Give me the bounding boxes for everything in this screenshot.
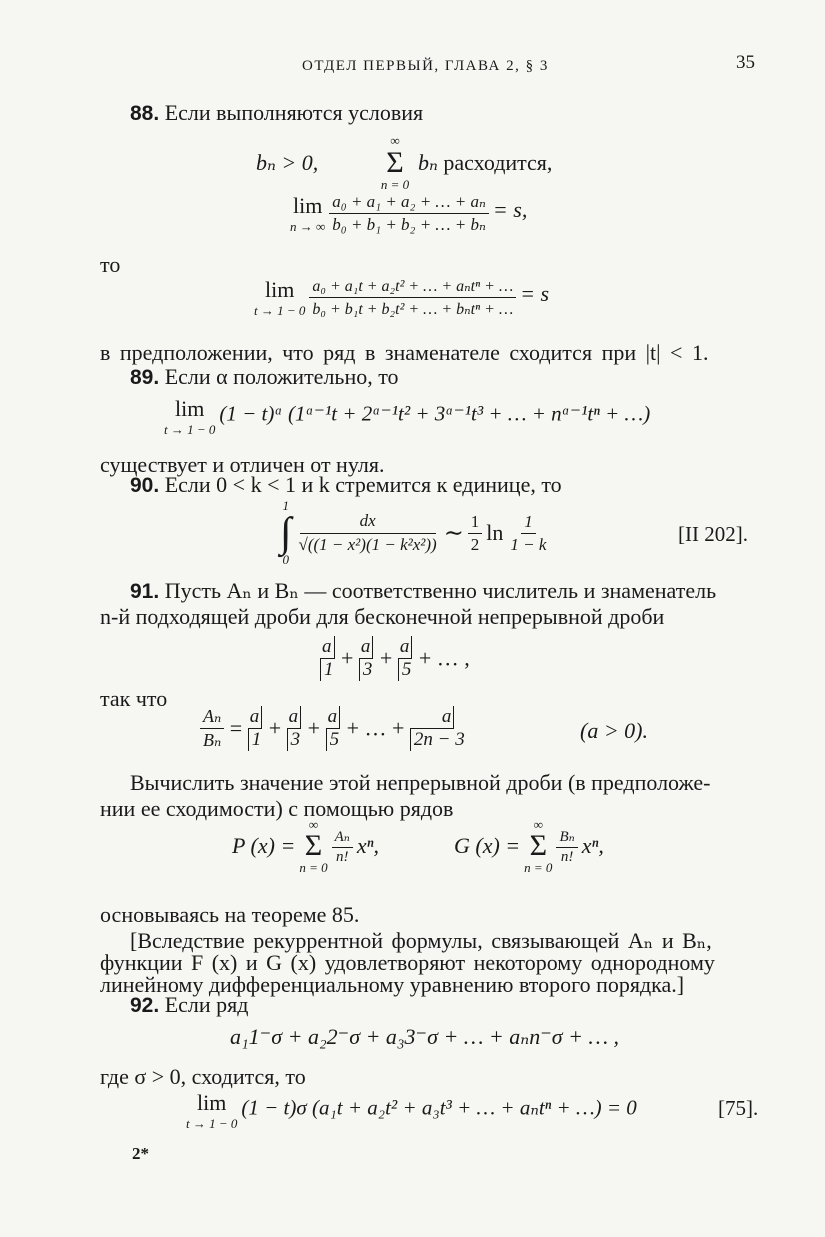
limit-2 (254, 276, 549, 319)
reference: [II 202]. (678, 522, 748, 546)
problem-number: 88. (130, 102, 160, 125)
running-title: ОТДЕЛ ПЕРВЫЙ, ГЛАВА 2, § 3 (302, 58, 549, 74)
problem-91-line2: n-й подходящей дроби для бесконечной непрерывной дроби (100, 604, 665, 629)
sum-term: bₙ (418, 150, 438, 175)
hint-line-1: [Вследствие рекуррентной формулы, связывающей Aₙ и Bₙ, (130, 928, 712, 953)
sigma-symbol: Σ (386, 146, 404, 179)
problem-92-intro (130, 992, 248, 1019)
integral-formula (280, 500, 549, 566)
problem-number: 90. (130, 474, 160, 497)
problem-number: 89. (130, 366, 160, 389)
sum-upper: ∞ (390, 133, 400, 148)
cf-term: $\frac{a}{5}$ (327, 706, 340, 750)
problem-91-line3: Вычислить значение этой непрерывной дроби (в предположе- (130, 770, 711, 795)
ratio: $\frac{\text{Aₙ}}{\text{Bₙ}}$ (200, 706, 224, 751)
convergence-clause: где σ > 0, сходится, то (100, 1064, 306, 1089)
limit-exists-text: существует и отличен от нуля. (100, 452, 385, 477)
convergent-formula: $\frac{\text{Aₙ}}{\text{Bₙ}}$ = $\frac{a}{1}$ + $\frac{a}{3}$ + $\frac{a}{5}$ + … + $\frac{a}{2n - 3}$ (200, 706, 467, 751)
ln-symbol: ln (486, 520, 504, 545)
sum-operator (380, 134, 410, 192)
limit-1 (290, 192, 527, 235)
sum-lower: n = 0 (380, 177, 410, 192)
problem-number: 91. (130, 580, 160, 603)
intro-text: Если выполняются условия (164, 100, 424, 125)
series-G: G (x) = ∞ Σ n = 0 $\frac{\text{Bₙ}}{n!}$ xⁿ, (454, 817, 604, 875)
cf-term: $\frac{a}{1}$ (249, 706, 262, 750)
problem-91-line4: нии ее сходимости) с помощью рядов (100, 796, 454, 821)
page-number: 35 (736, 52, 755, 73)
limit-expression: (1 − t)ᵅ (1ᵅ⁻¹t + 2ᵅ⁻¹t² + 3ᵅ⁻¹t³ + … + nᵅ⁻¹tⁿ + …) (219, 401, 651, 426)
cf-tail: + … , (418, 645, 470, 671)
limit-fraction: $\frac{\text{a₀ + a₁t + a₂t² + … + aₙtⁿ + …}}{\text{b₀ + b₁t + b₂t² + … + bₙtⁿ + …}}$ (309, 276, 516, 319)
series-92: a₁1⁻σ + a₂2⁻σ + a₃3⁻σ + … + aₙn⁻σ + … , (230, 1024, 620, 1049)
limit-fraction: $\frac{\text{a₀ + a₁ + a₂ + … + aₙ}}{\text{b₀ + b₁ + b₂ + … + bₙ}}$ (329, 192, 489, 235)
cf-term: $\frac{a}{5}$ (399, 636, 412, 680)
sum-operator: ∞ Σ n = 0 (299, 817, 328, 875)
limit-rhs: = s, (492, 197, 528, 223)
cf-term: $\frac{a}{1}$ (322, 636, 334, 680)
limit-89 (164, 396, 650, 438)
signature-mark: 2* (132, 1144, 149, 1163)
condition-positive: bₙ > 0, (256, 150, 319, 175)
condition-diverges (418, 150, 552, 176)
intro-text: Если ряд (164, 992, 249, 1017)
series-P: P (x) = ∞ Σ n = 0 $\frac{\text{Aₙ}}{n!}$ xⁿ, (232, 817, 380, 875)
reference: [75]. (718, 1096, 759, 1120)
problem-91-line5: основываясь на теореме 85. (100, 902, 360, 927)
diverges-text: расходится, (443, 150, 553, 175)
cf-term: $\frac{a}{3}$ (288, 706, 301, 750)
limit-expression: (1 − t)σ (a₁t + a₂t² + a₃t³ + … + aₙtⁿ + …) = 0 (241, 1095, 637, 1120)
convergence-condition: в предположении, что ряд в знаменателе сходится при |t| < 1. (100, 340, 709, 365)
problem-88-intro (130, 100, 423, 127)
lim-operator: lim t → 1 − 0 (164, 396, 216, 437)
then-word: то (100, 252, 121, 277)
cf-term: $\frac{a}{3}$ (360, 636, 373, 680)
hint-line-2: функции F (x) и G (x) удовлетворяют некоторому однородному (100, 950, 715, 975)
lim-operator: lim t → 1 − 0 (254, 276, 306, 318)
limit-rhs: = s (520, 281, 550, 307)
coefficient: $\frac{\text{Aₙ}}{n!}$ (332, 827, 353, 866)
problem-90-intro (130, 472, 562, 499)
intro-text: Если 0 < k < 1 и k стремится к единице, то (164, 472, 562, 497)
log-argument: $\frac{1}{1 - k}$ (510, 511, 547, 554)
half-fraction: $\frac{1}{2}$ (468, 512, 483, 555)
continued-fraction: $\frac{a}{1}$ + $\frac{a}{3}$ + $\frac{a}{5}$ + … , (322, 636, 470, 680)
problem-91-line1: 91. Пусть Aₙ и Bₙ — соответственно числитель и знаменатель (130, 578, 717, 603)
lim-operator: lim n → ∞ (290, 192, 326, 234)
integrand: $\frac{dx}{\text{√((1 − x²)(1 − k²x²))}}$ (298, 511, 437, 554)
so-that: так что (100, 686, 168, 711)
cf-term-last: $\frac{a}{2n - 3}$ (410, 706, 467, 751)
positivity-condition: (a > 0). (580, 718, 648, 743)
problem-number: 92. (130, 994, 160, 1017)
lim-operator: lim t → 1 − 0 (186, 1090, 238, 1131)
intro-text: Если α положительно, то (164, 364, 399, 389)
coefficient: $\frac{\text{Bₙ}}{n!}$ (556, 827, 577, 866)
hint-line-3: линейному дифференциальному уравнению второго порядка.] (100, 972, 685, 997)
sum-operator: ∞ Σ n = 0 (524, 817, 553, 875)
problem-89-intro (130, 364, 399, 391)
integral-sign: 1 ∫ 0 (280, 498, 292, 567)
asymptotic-sign: ∼ (443, 520, 464, 547)
limit-92 (186, 1090, 637, 1132)
